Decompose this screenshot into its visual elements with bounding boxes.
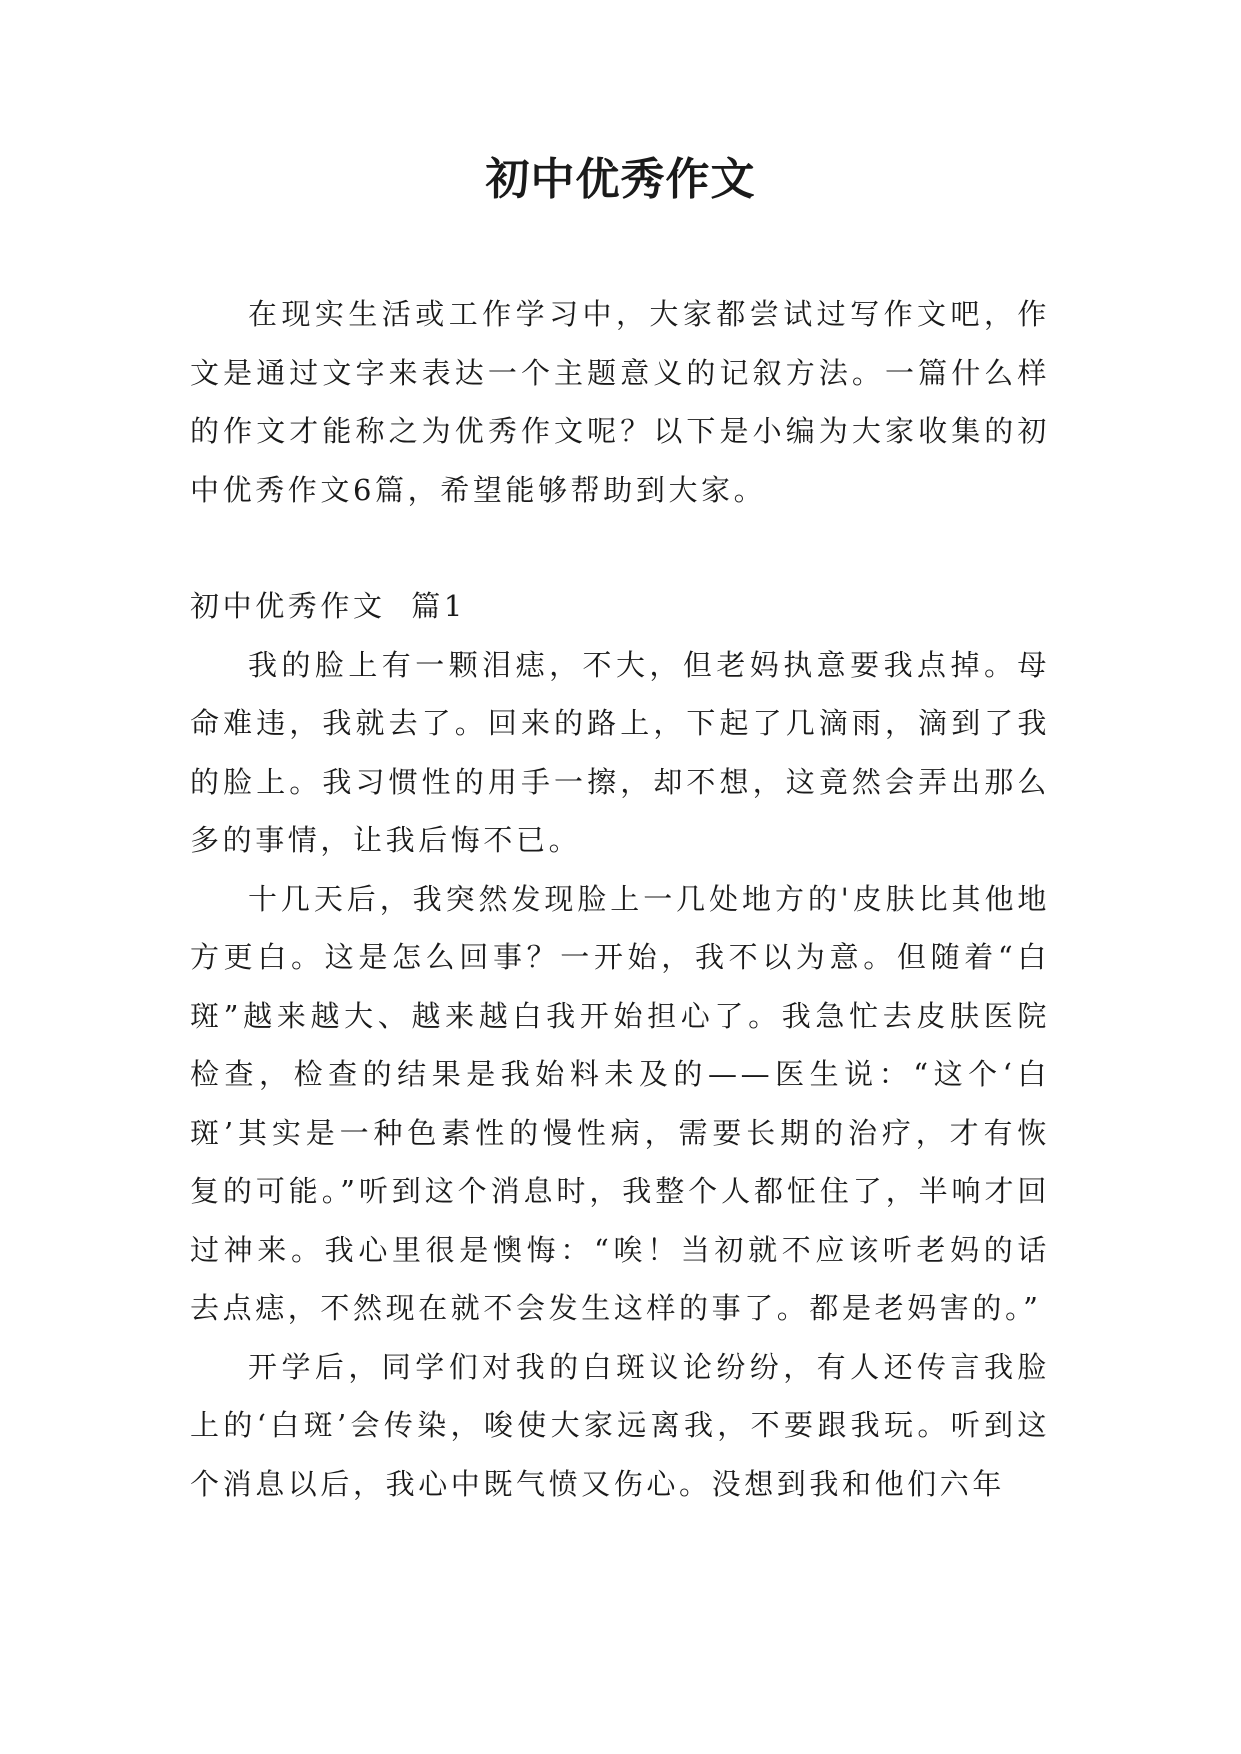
body-paragraph: 开学后，同学们对我的白斑议论纷纷，有人还传言我脸上的‘白斑’会传染，唆使大家远离我，不要跟我玩。听到这个消息以后，我心中既气愤又伤心。没想到我和他们六年 [190, 1349, 1050, 1501]
body-paragraph: 十几天后，我突然发现脸上一几处地方的'皮肤比其他地方更白。这是怎么回事？一开始，我不以为意。但随着“白斑”越来越大、越来越白我开始担心了。我急忙去皮肤医院检查，检查的结果是我始料未及的——医生说：“这个‘白斑’其实是一种色素性的慢性病，需要长期的治疗，才有恢复的可能。”听到这个消息时，我整个人都怔住了，半响才回过神来。我心里很是懊悔：“唉！当初就不应该听老妈的话去点痣，不然现在就不会发生这样的事了。都是老妈害的。” [190, 881, 1050, 1325]
document-body [190, 285, 1050, 1513]
body-paragraph: 我的脸上有一颗泪痣，不大，但老妈执意要我点掉。母命难违，我就去了。回来的路上，下起了几滴雨，滴到了我的脸上。我习惯性的用手一擦，却不想，这竟然会弄出那么多的事情，让我后悔不已。 [190, 647, 1050, 857]
section-spacer [190, 519, 1050, 577]
section-heading: 初中优秀作文 篇1 [190, 589, 466, 623]
intro-paragraph: 在现实生活或工作学习中，大家都尝试过写作文吧，作文是通过文字来表达一个主题意义的记叙方法。一篇什么样的作文才能称之为优秀作文呢？以下是小编为大家收集的初中优秀作文6篇，希望能够帮助到大家。 [190, 297, 1050, 507]
document-title: 初中优秀作文 [485, 154, 756, 205]
